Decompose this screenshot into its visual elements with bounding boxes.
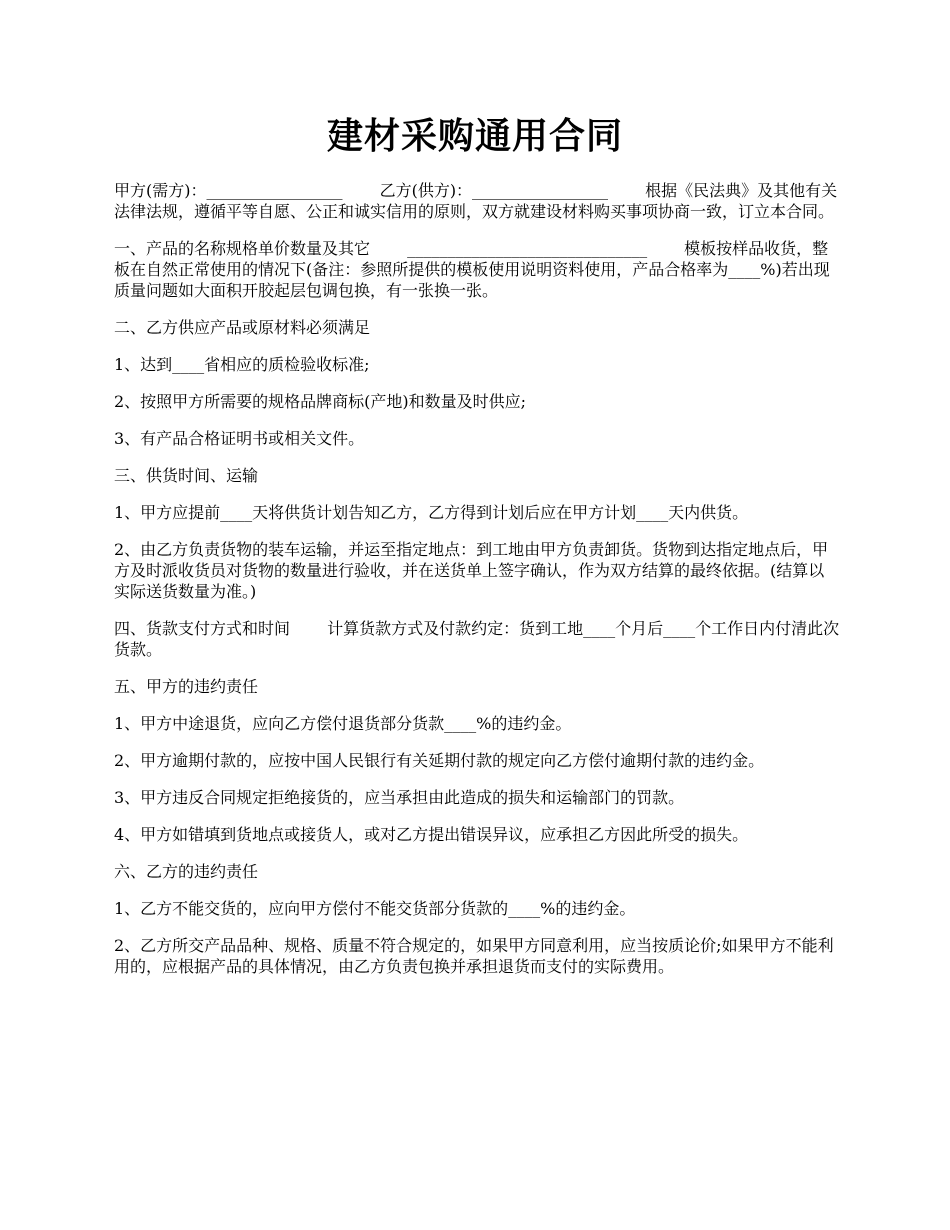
clause-2-2: 2、按照甲方所需要的规格品牌商标(产地)和数量及时供应; (114, 392, 527, 411)
clause-3-1: 1、甲方应提前____天将供货计划告知乙方，乙方得到计划后应在甲方计划____天内供货。 (114, 503, 749, 522)
document-title: 建材采购通用合同 (326, 115, 623, 157)
paragraph-section-1: 一、产品的名称规格单价数量及其它 ______________________________ 模板按样品收货，整板在自然正常使用的情况下(备注：参照所提供的模板使用说明资料使用，产品合格率为____%)若出现质量问题如大面积开胶起层包调包换，有一张换一张。 (114, 239, 830, 300)
clause-2-3: 3、有产品合格证明书或相关文件。 (114, 429, 365, 448)
clause-5-4: 4、甲方如错填到货地点或接货人，或对乙方提出错误异议，应承担乙方因此所受的损失。 (114, 825, 749, 844)
section-heading-6: 六、乙方的违约责任 (114, 862, 259, 881)
section-heading-3: 三、供货时间、运输 (114, 466, 259, 485)
document-body (114, 180, 840, 993)
clause-2-1: 1、达到____省相应的质检验收标准; (114, 355, 370, 374)
section-heading-2: 二、乙方供应产品或原材料必须满足 (114, 318, 371, 337)
clause-6-2: 2、乙方所交产品品种、规格、质量不符合规定的，如果甲方同意利用，应当按质论价;如果甲方不能利用的，应根据产品的具体情况，由乙方负责包换并承担退货而支付的实际费用。 (114, 936, 834, 976)
paragraph-preamble: 甲方(需方)：_________________ 乙方(供方)：_________________ 根据《民法典》及其他有关法律法规，遵循平等自愿、公正和诚实信用的原则，双方就建设材料购买事项协商一致，订立本合同。 (114, 181, 838, 221)
section-heading-5: 五、甲方的违约责任 (114, 677, 259, 696)
clause-5-2: 2、甲方逾期付款的，应按中国人民银行有关延期付款的规定向乙方偿付逾期付款的违约金。 (114, 751, 765, 770)
clause-5-3: 3、甲方违反合同规定拒绝接货的，应当承担由此造成的损失和运输部门的罚款。 (114, 788, 685, 807)
clause-5-1: 1、甲方中途退货，应向乙方偿付退货部分货款____%的违约金。 (114, 714, 572, 733)
clause-3-2: 2、由乙方负责货物的装车运输，并运至指定地点：到工地由甲方负责卸货。货物到达指定地点后，甲方及时派收货员对货物的数量进行验收，并在送货单上签字确认，作为双方结算的最终依据。(结算以实际送货数量为准。) (114, 540, 829, 601)
section-4: 四、货款支付方式和时间 计算货款方式及付款约定：货到工地____个月后____个工作日内付清此次货款。 (114, 619, 840, 659)
clause-6-1: 1、乙方不能交货的，应向甲方偿付不能交货部分货款的____%的违约金。 (114, 899, 636, 918)
